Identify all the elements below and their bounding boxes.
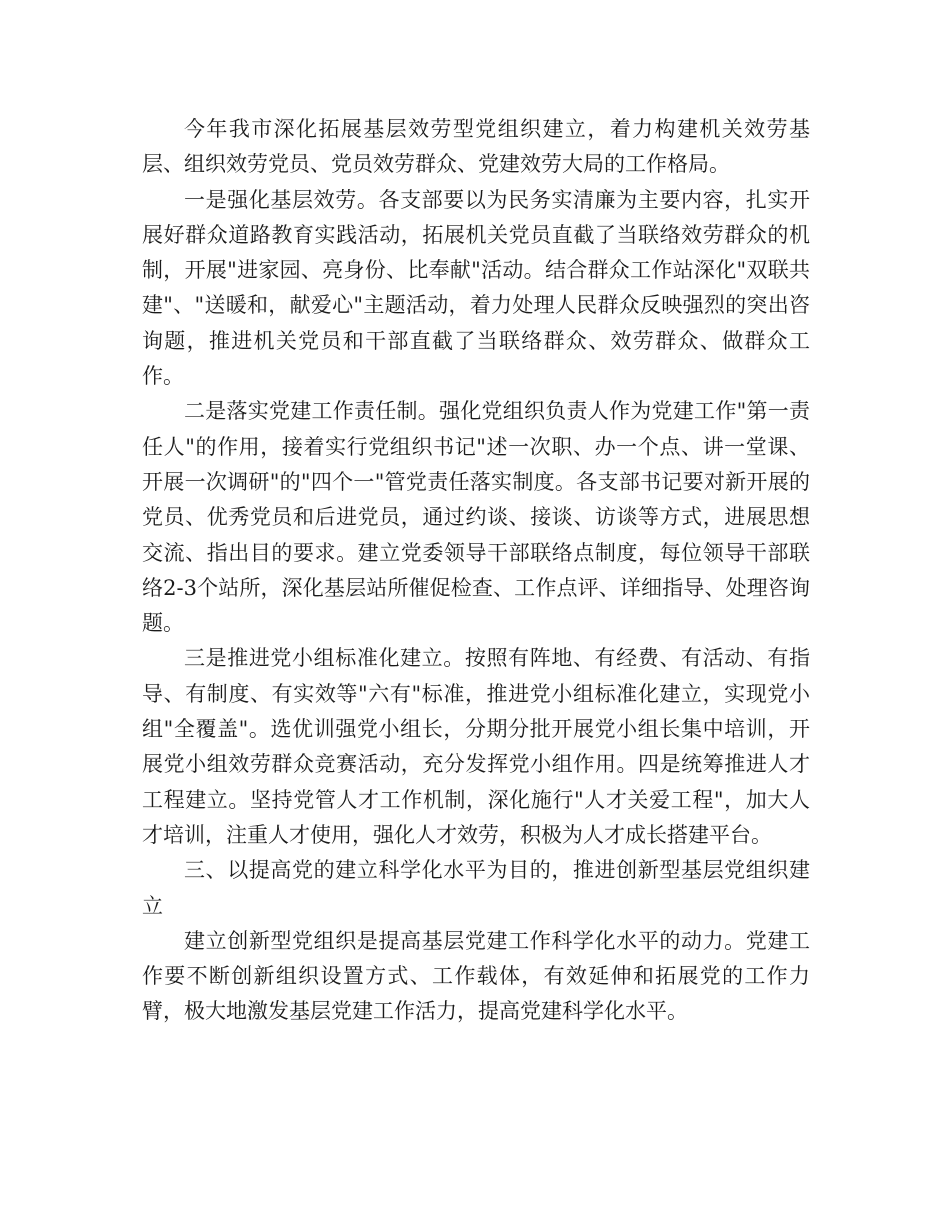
paragraph-innovative-organization: 建立创新型党组织是提高基层党建工作科学化水平的动力。党建工作要不断创新组织设置方式、工作载体，有效延伸和拓展党的工作力臂，极大地激发基层党建工作活力，提高党建科学化水平。 <box>142 928 810 1024</box>
paragraph-responsibility-system: 二是落实党建工作责任制。强化党组织负责人作为党建工作"第一责任人"的作用，接着实行党组织书记"述一次职、办一个点、讲一堂课、开展一次调研"的"四个一"管党责任落实制度。各支部书记要对新开展的党员、优秀党员和后进党员，通过约谈、接谈、访谈等方式，进展思想交流、指出目的要求。建立党委领导干部联络点制度，每位领导干部联络2-3个站所，深化基层站所催促检查、工作点评、详细指导、处理咨询题。 <box>142 399 810 636</box>
paragraph-party-group-standardization: 三是推进党小组标准化建立。按照有阵地、有经费、有活动、有指导、有制度、有实效等"六有"标准，推进党小组标准化建立，实现党小组"全覆盖"。选优训强党小组长，分期分批开展党小组长集中培训，开展党小组效劳群众竞赛活动，充分发挥党小组作用。四是统筹推进人才工程建立。坚持党管人才工作机制，深化施行"人才关爱工程"，加大人才培训，注重人才使用，强化人才效劳，积极为人才成长搭建平台。 <box>142 646 810 847</box>
section-heading-innovation: 三、以提高党的建立科学化水平为目的，推进创新型基层党组织建立 <box>142 858 810 918</box>
document-body <box>142 112 810 1030</box>
paragraph-intro: 今年我市深化拓展基层效劳型党组织建立，着力构建机关效劳基层、组织效劳党员、党员效劳群众、党建效劳大局的工作格局。 <box>142 117 810 177</box>
paragraph-grassroots-service: 一是强化基层效劳。各支部要以为民务实清廉为主要内容，扎实开展好群众道路教育实践活动，拓展机关党员直截了当联络效劳群众的机制，开展"进家园、亮身份、比奉献"活动。结合群众工作站深化"双联共建"、"送暖和，献爱心"主题活动，着力处理人民群众反映强烈的突出咨询题，推进机关党员和干部直截了当联络群众、效劳群众、做群众工作。 <box>142 187 810 389</box>
